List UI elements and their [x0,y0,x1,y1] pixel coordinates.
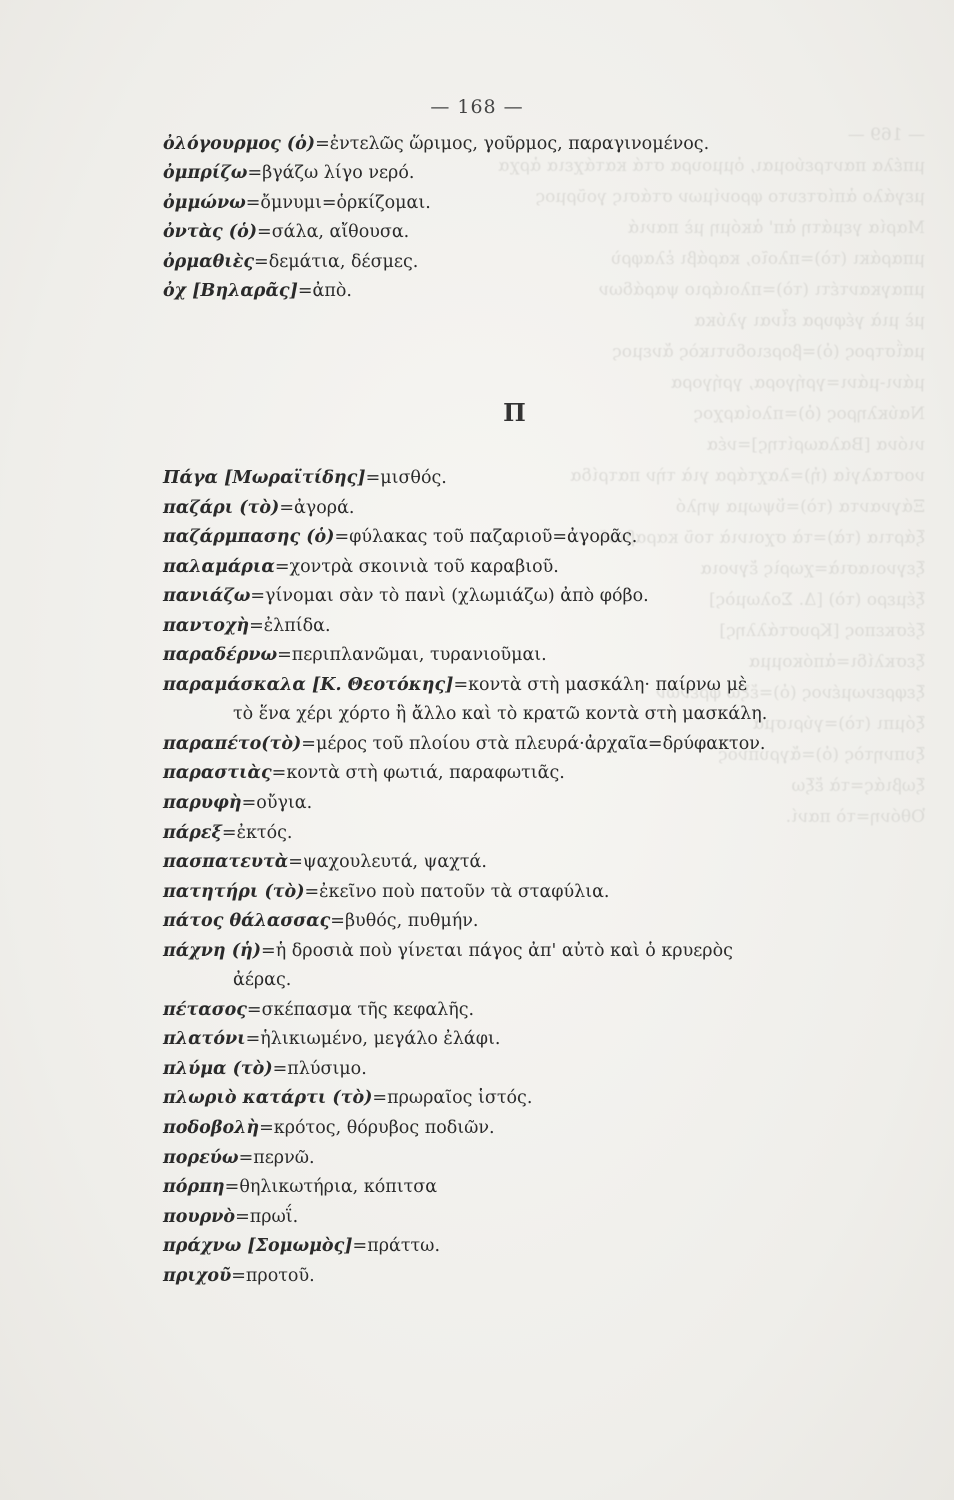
glossary-entry [163,1055,903,1085]
entry-definition: =φύλακας τοῦ παζαριοῦ=ἀγορᾶς. [334,527,638,548]
entry-definition: =κρότος, θόρυβος ποδιῶν. [259,1118,495,1139]
entry-definition: =σάλα, αἴθουσα. [257,222,410,243]
entry-term: παραστιὰς [163,763,272,784]
entry-term: πάτος θάλασσας [163,911,331,932]
bleed-through-line: ξωβιάς=τὰ ἔξω [791,776,925,796]
entry-term: ὀρμαθιὲς [163,251,255,272]
glossary-entry [163,612,903,642]
entry-definition: =οὔγια. [241,793,313,814]
glossary-entry [163,1262,903,1292]
page-number: — 168 — [430,96,524,118]
bleed-through-line: μὲ μιὰ γέφυρα εἶναι γλύκα [694,311,925,331]
glossary-entry [163,996,903,1026]
entry-term: ποδοβολὴ [163,1118,260,1139]
entry-term: πουρνὸ [163,1206,236,1227]
glossary-entry [163,248,883,277]
entry-definition: =κοντὰ στὴ φωτιά, παραφωτιᾶς. [271,763,565,784]
bleed-through-line: ξάρτια (τὰ)=τὰ σχοινιὰ τοῦ καραβιοῦ [597,528,925,548]
entry-term: πασπατευτὰ [163,852,289,873]
entry-term: Πάγα [Μωραϊτίδης] [163,468,366,488]
bleed-through-line: ξέσκεπος [Κρυστάλλης] [719,621,925,641]
entry-term: πάρεξ [163,822,222,843]
bleed-through-line: νιόνα [Βαλαωρίτης]=νέα [706,435,925,455]
glossary-entry [163,582,903,612]
glossary-entry [163,789,903,819]
glossary-entry [163,730,903,760]
entry-term: πέτασος [163,999,247,1020]
entry-definition: =ἐκτός. [221,822,293,843]
entry-definition: =προτοῦ. [231,1265,315,1286]
entry-definition: =κοντὰ στὴ μασκάλη· παίρνω μὲ [453,674,748,695]
entry-definition: =περιπλανῶμαι, τυρανιοῦμαι. [277,645,547,666]
entry-definition: =ψαχουλευτά, ψαχτά. [288,852,487,873]
bleed-through-line: ξόμπι (τὸ)=γύρισμα [752,714,925,734]
entry-term: πλωριὸ κατάρτι (τὸ) [163,1088,373,1109]
glossary-entry [163,1173,903,1203]
entries-section-pi [163,464,903,1291]
entry-definition: =δεμάτια, δέσμες. [254,251,419,272]
entry-term: πλατόνι [163,1029,246,1050]
entry-definition: =πλύσιμο. [272,1058,367,1079]
entry-term: ὀμπρίζω [163,163,248,184]
section-letter: Π [503,398,527,427]
entry-definition: =ἀπὸ. [297,281,352,302]
glossary-entry [163,277,883,306]
entry-definition: =πρωΐ. [235,1206,299,1227]
entry-term: ὀμμώνω [163,192,246,213]
glossary-entry [163,848,903,878]
glossary-entry [163,671,903,701]
entry-continuation [163,966,903,996]
bleed-through-line: ξέμερο (τὸ) [Δ. Σολωμὸς] [708,590,925,610]
glossary-entry [163,218,883,247]
entry-definition: =ἐντελῶς ὥριμος, γοῦρμος, παραγινομένος. [315,134,710,154]
bleed-through-line: μπαγκαντέτι (τὸ)=πλοιάριο ψαράδων [598,280,925,300]
entry-term: πριχοῦ [163,1265,232,1286]
entry-continuation-text: τὸ ἕνα χέρι χόρτο ἢ ἄλλο καὶ τὸ κρατῶ κοντὰ στὴ μασκάλη. [233,704,768,725]
bleed-through-line: μαΐστρος (ὁ)=βορειοδυτικὸς ἄνεμος [612,342,925,362]
entry-definition: =ἐκεῖνο ποὺ πατοῦν τὰ σταφύλια. [304,881,610,902]
entry-term: παρυφὴ [163,793,242,814]
bleed-through-line: μπέλα παντρεύομαι, ὁμμουρα στά κατάχεια ἀρχα [497,156,925,176]
entry-definition: =περνῶ. [238,1147,315,1168]
entry-definition: =σκέπασμα τῆς κεφαλῆς. [246,999,475,1020]
bleed-through-line: Ξάγναντα (τὸ)=ὕψωμα ψηλό [675,497,925,517]
bleed-through-line: Ναύκληρος (ὁ)=πλοίαρχος [693,404,925,424]
entry-term: πανιάζω [163,586,251,607]
bleed-through-line: ξεσκλίδι=ἀπόκομμα [748,652,925,672]
entry-term: πόρπη [163,1177,225,1198]
entry-definition: =βγάζω λίγο νερό. [247,163,415,184]
entry-term: παραπέτο(τὸ) [163,733,302,754]
glossary-entry [163,1144,903,1174]
entry-term: ὀλόγουρμος (ὁ) [163,134,316,154]
entry-term: παντοχὴ [163,615,250,636]
bleed-through-line: — 169 — [847,125,925,145]
glossary-entry [163,1025,903,1055]
bleed-through-line: Ὀθόνη=τὸ πανί. [785,807,925,827]
entry-term: παλαμάρια [163,556,275,577]
entry-continuation [163,700,903,730]
glossary-entry [163,1203,903,1233]
bleed-through-line: ξεφρενωμένος (ὁ)=ἔξω φρενῶν [655,683,925,703]
bleed-through-line: μεγάλο ἀπίστευτο φρονίμων στάσις γοῦρμος [535,187,925,207]
entry-definition: =ἀγορά. [279,497,355,518]
entry-definition: =χοντρὰ σκοινιὰ τοῦ καραβιοῦ. [274,556,559,577]
glossary-entry [163,819,903,849]
entry-term: πατητήρι (τὸ) [163,881,305,902]
glossary-entry [163,130,883,159]
entries-section-omicron [163,130,883,306]
glossary-entry [163,641,903,671]
entry-continuation-text: ἀέρας. [233,970,292,991]
entry-term: πλύμα (τὸ) [163,1058,273,1079]
entry-term: παζάρμπασης (ὁ) [163,527,335,548]
glossary-entry [163,553,903,583]
glossary-entry [163,1084,903,1114]
entry-definition: =ἐλπίδα. [249,615,331,636]
bleed-through-line: ξυπνητὸς (ὁ)=ἄγρυπνος [718,745,925,765]
entry-definition: =μισθός. [365,468,447,488]
entry-definition: =μέρος τοῦ πλοίου στὰ πλευρά·ἀρχαῖα=δρύφακτον. [301,733,766,754]
entry-definition: =ἡ δροσιὰ ποὺ γίνεται πάγος ἀπ' αὐτὸ καὶ ὁ κρυερὸς [261,940,733,961]
entry-term: ὀντὰς (ὁ) [163,222,258,243]
glossary-entry [163,464,903,494]
glossary-entry [163,159,883,188]
glossary-entry [163,494,903,524]
entry-definition: =βυθός, πυθμήν. [330,911,479,932]
entry-definition: =πράττω. [352,1236,441,1257]
bleed-through-line: ξεγνοιασιὰ=χωρὶς ἔγνοια [700,559,925,579]
bleed-through-line: νοσταλγία (ἡ)=λαχτάρα γιὰ τὴν πατρίδα [569,466,925,486]
glossary-entry [163,907,903,937]
glossary-entry [163,937,903,967]
entry-definition: =ἡλικιωμένο, μεγάλο ἐλάφι. [245,1029,501,1050]
entry-term: πάχνη (ἡ) [163,940,262,961]
glossary-entry [163,1232,903,1262]
bleed-through-line: μπαράκι (τὸ)=πλοῖο, καράβι ἐλαφρὺ [611,249,925,269]
entry-term: πορεύω [163,1147,239,1168]
entry-term: πράχνω [Σομωμὸς] [163,1236,353,1257]
glossary-entry [163,523,903,553]
bleed-through-line: Μαρία γεμάτη ἀπ' ἀκόμη μὲ πανιά [627,218,925,238]
bleed-through-line: μάνι-μάνι=γρήγορα, γρήγορα [670,373,925,393]
entry-term: ὀχ [Βηλαρᾶς] [163,281,298,302]
glossary-entry [163,189,883,218]
entry-definition: =θηλικωτήρια, κόπιτσα [224,1177,438,1198]
glossary-entry [163,1114,903,1144]
entry-definition: =ὄμνυμι=ὁρκίζομαι. [245,192,431,213]
glossary-entry [163,759,903,789]
entry-definition: =πρωραῖος ἱστός. [372,1088,533,1109]
entry-definition: =γίνομαι σὰν τὸ πανὶ (χλωμιάζω) ἀπὸ φόβο. [250,586,649,607]
entry-term: παραμάσκαλα [Κ. Θεοτόκης] [163,674,454,695]
entry-term: παραδέρνω [163,645,278,666]
entry-term: παζάρι (τὸ) [163,497,280,518]
glossary-entry [163,878,903,908]
